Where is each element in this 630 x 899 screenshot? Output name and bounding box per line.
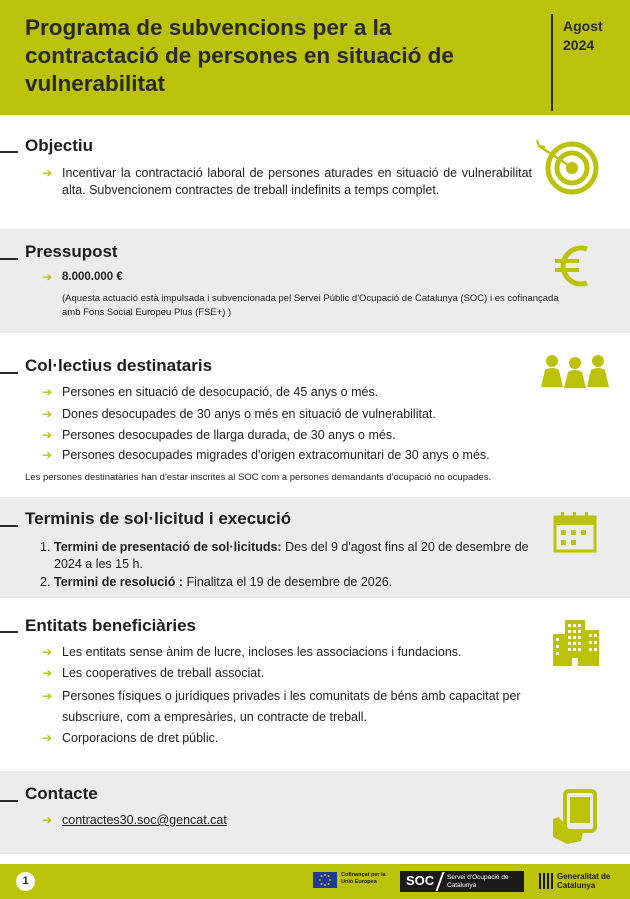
- arrow-icon: ➔: [42, 689, 53, 703]
- date-month: Agost: [563, 18, 603, 34]
- arrow-icon: ➔: [42, 166, 53, 180]
- phone-hand-icon: [551, 789, 601, 845]
- list-item: ➔ Les entitats sense ànim de lucre, incloses les associacions i fundacions.: [42, 645, 462, 659]
- section-pressupost: [0, 229, 630, 333]
- buildings-icon: [551, 618, 601, 668]
- eu-flag-icon: [313, 872, 337, 888]
- header-band: [0, 0, 630, 115]
- arrow-icon: ➔: [42, 448, 53, 462]
- list-item: ➔ Corporacions de dret públic.: [42, 731, 219, 745]
- section-title: Terminis de sol·licitud i execució: [25, 509, 292, 528]
- list-item: ➔ 8.000.000 €: [42, 270, 123, 284]
- section-title: Pressupost: [25, 242, 118, 261]
- arrow-icon: ➔: [42, 645, 53, 659]
- arrow-icon: ➔: [42, 731, 53, 745]
- funding-note: (Aquesta actuació està impulsada i subvencionada pel Servei Públic d'Ocupació de Catalunya (SOC) i es cofinançada amb Fons Social Europeu Plus (FSE+) ): [62, 293, 559, 318]
- section-title: Contacte: [25, 784, 98, 803]
- date-year: 2024: [563, 37, 595, 53]
- target-icon: [535, 138, 599, 196]
- list-item: ➔ Les cooperatives de treball associat.: [42, 666, 265, 680]
- header-divider: [551, 14, 553, 111]
- section-collectius: [0, 333, 630, 497]
- deadline-item: 1. Termini de presentació de sol·licituds: Des del 9 d'agost fins al 20 de desembre de 2024 a les 15 h.: [40, 540, 529, 571]
- arrow-icon: ➔: [42, 428, 53, 442]
- section-title: Entitats beneficiàries: [25, 616, 197, 635]
- section-contacte: [0, 771, 630, 854]
- list-item: ➔ Incentivar la contractació laboral de persones aturades en situació de vulnerabilitat alta. Subvencionem contractes de treball indefinits a temps complet.: [42, 166, 532, 197]
- section-title: Col·lectius destinataris: [25, 356, 213, 375]
- list-item: ➔ Persones desocupades migrades d'origen extracomunitari de 30 anys o més.: [42, 448, 490, 462]
- arrow-icon: ➔: [42, 407, 53, 421]
- section-marker: [0, 372, 18, 374]
- arrow-icon: ➔: [42, 813, 53, 827]
- section-marker: [0, 151, 18, 153]
- section-marker: [0, 525, 18, 527]
- recipients-note: Les persones destinatàries han d'estar inscrites al SOC com a persones demandants d'ocupació no ocupades.: [25, 472, 492, 483]
- section-terminis: [0, 497, 630, 598]
- list-item: ➔ Persones en situació de desocupació, de 45 anys o més.: [42, 385, 379, 399]
- deadline-item: 2. Termini de resolució : Finalitza el 19 de desembre de 2026.: [40, 575, 393, 589]
- list-item: ➔ Persones físiques o jurídiques privades i les comunitats de béns amb capacitat per subscriure, com a empresàries, un contracte de treball.: [42, 686, 532, 728]
- euro-icon: [551, 241, 595, 291]
- generalitat-flag-icon: [538, 872, 554, 890]
- generalitat-label: Generalitat de Catalunya: [557, 872, 611, 890]
- section-marker: [0, 800, 18, 802]
- section-marker: [0, 258, 18, 260]
- footer-band: [0, 864, 630, 899]
- eu-cofinancing-label: Cofinançat per la Unió Europea: [341, 872, 386, 885]
- section-entitats: [0, 598, 630, 771]
- arrow-icon: ➔: [42, 385, 53, 399]
- logo-slash: [436, 872, 445, 891]
- list-item: [42, 812, 532, 829]
- page-number: 1: [16, 872, 35, 891]
- section-title: Objectiu: [25, 136, 94, 155]
- list-item: ➔ Dones desocupades de 30 anys o més en situació de vulnerabilitat.: [42, 407, 436, 421]
- section-marker: [0, 631, 18, 633]
- people-icon: [540, 353, 610, 389]
- calendar-icon: [553, 511, 597, 553]
- contact-email-link[interactable]: contractes30.soc@gencat.cat: [62, 813, 227, 827]
- page-title: Programa de subvencions per a la contractació de persones en situació de vulnerabilitat: [25, 15, 454, 96]
- list-item: ➔ Persones desocupades de llarga durada, de 30 anys o més.: [42, 428, 396, 442]
- soc-logo: SOC Servei d'Ocupació de Catalunya: [400, 871, 524, 892]
- arrow-icon: ➔: [42, 666, 53, 680]
- arrow-icon: ➔: [42, 270, 53, 284]
- header-date: [563, 17, 623, 55]
- section-objectiu: [0, 115, 630, 229]
